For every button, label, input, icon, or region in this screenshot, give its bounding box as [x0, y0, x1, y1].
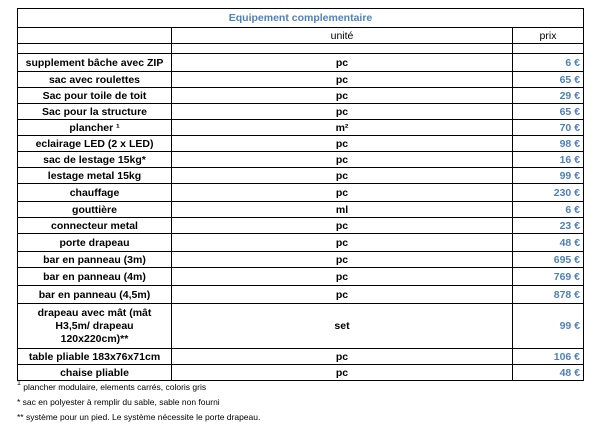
table-row [18, 365, 584, 381]
spacer-cell [513, 44, 584, 54]
item-unit: pc [172, 218, 513, 234]
item-price: 48 € [513, 234, 584, 252]
item-name: sac avec roulettes [18, 72, 172, 88]
footnote-text: plancher modulaire, elements carrés, coloris gris [20, 382, 207, 392]
item-name: bar en panneau (3m) [18, 252, 172, 268]
footnotes [17, 380, 583, 425]
item-name: bar en panneau (4,5m) [18, 286, 172, 304]
item-unit: pc [172, 168, 513, 184]
item-price: 23 € [513, 218, 584, 234]
item-price: 16 € [513, 152, 584, 168]
item-unit: pc [172, 72, 513, 88]
table-row [18, 104, 584, 120]
table-row [18, 268, 584, 286]
item-unit: pc [172, 184, 513, 202]
item-name: chauffage [18, 184, 172, 202]
table-row [18, 252, 584, 268]
spacer-cell [172, 44, 513, 54]
table-row [18, 304, 584, 349]
item-name: Sac pour la structure [18, 104, 172, 120]
item-unit: pc [172, 252, 513, 268]
header-unit: unité [172, 28, 513, 44]
table-row [18, 168, 584, 184]
item-unit: ml [172, 202, 513, 218]
item-unit: pc [172, 286, 513, 304]
item-price: 695 € [513, 252, 584, 268]
item-name: table pliable 183x76x71cm [18, 349, 172, 365]
item-name: plancher ¹ [18, 120, 172, 136]
table-row [18, 349, 584, 365]
table-row [18, 234, 584, 252]
item-price: 65 € [513, 72, 584, 88]
header-price: prix [513, 28, 584, 44]
item-price: 230 € [513, 184, 584, 202]
item-name: supplement bâche avec ZIP [18, 54, 172, 72]
item-price: 769 € [513, 268, 584, 286]
item-price: 48 € [513, 365, 584, 381]
item-name: Sac pour toile de toit [18, 88, 172, 104]
item-name: porte drapeau [18, 234, 172, 252]
item-unit: pc [172, 136, 513, 152]
header-name [18, 28, 172, 44]
item-unit: pc [172, 104, 513, 120]
item-price: 106 € [513, 349, 584, 365]
item-unit: pc [172, 349, 513, 365]
item-name: connecteur metal [18, 218, 172, 234]
item-unit: m² [172, 120, 513, 136]
footnote-3 [17, 410, 583, 425]
item-unit: pc [172, 88, 513, 104]
item-price: 99 € [513, 168, 584, 184]
footnote-text: * sac en polyester à remplir du sable, sable non fourni [17, 397, 220, 407]
item-price: 6 € [513, 54, 584, 72]
footnote-text: ** système pour un pied. Le système nécessite le porte drapeau. [17, 412, 261, 422]
item-unit: pc [172, 152, 513, 168]
table-row [18, 120, 584, 136]
item-unit: pc [172, 268, 513, 286]
item-name: chaise pliable [18, 365, 172, 381]
item-name: gouttière [18, 202, 172, 218]
table-row [18, 136, 584, 152]
spacer-cell [18, 44, 172, 54]
table-row [18, 218, 584, 234]
item-unit: pc [172, 234, 513, 252]
table-row [18, 88, 584, 104]
item-unit: set [172, 304, 513, 349]
item-name: eclairage LED (2 x LED) [18, 136, 172, 152]
footnote-2 [17, 395, 583, 410]
item-name: sac de lestage 15kg* [18, 152, 172, 168]
table-row [18, 202, 584, 218]
table-row [18, 184, 584, 202]
table-row [18, 54, 584, 72]
item-name: drapeau avec mât (mât H3,5m/ drapeau 120x220cm)** [18, 304, 172, 349]
item-name: lestage metal 15kg [18, 168, 172, 184]
item-price: 6 € [513, 202, 584, 218]
item-unit: pc [172, 54, 513, 72]
item-price: 70 € [513, 120, 584, 136]
equipment-table [17, 8, 584, 381]
item-price: 65 € [513, 104, 584, 120]
item-unit: pc [172, 365, 513, 381]
item-name: bar en panneau (4m) [18, 268, 172, 286]
footnote-mark: 1 [17, 380, 21, 387]
table-title: Equipement complementaire [18, 9, 584, 28]
item-price: 29 € [513, 88, 584, 104]
table-row [18, 152, 584, 168]
item-price: 878 € [513, 286, 584, 304]
price-sheet [17, 8, 583, 381]
table-row [18, 286, 584, 304]
table-row [18, 72, 584, 88]
item-price: 98 € [513, 136, 584, 152]
footnote-1 [17, 380, 583, 395]
item-price: 99 € [513, 304, 584, 349]
